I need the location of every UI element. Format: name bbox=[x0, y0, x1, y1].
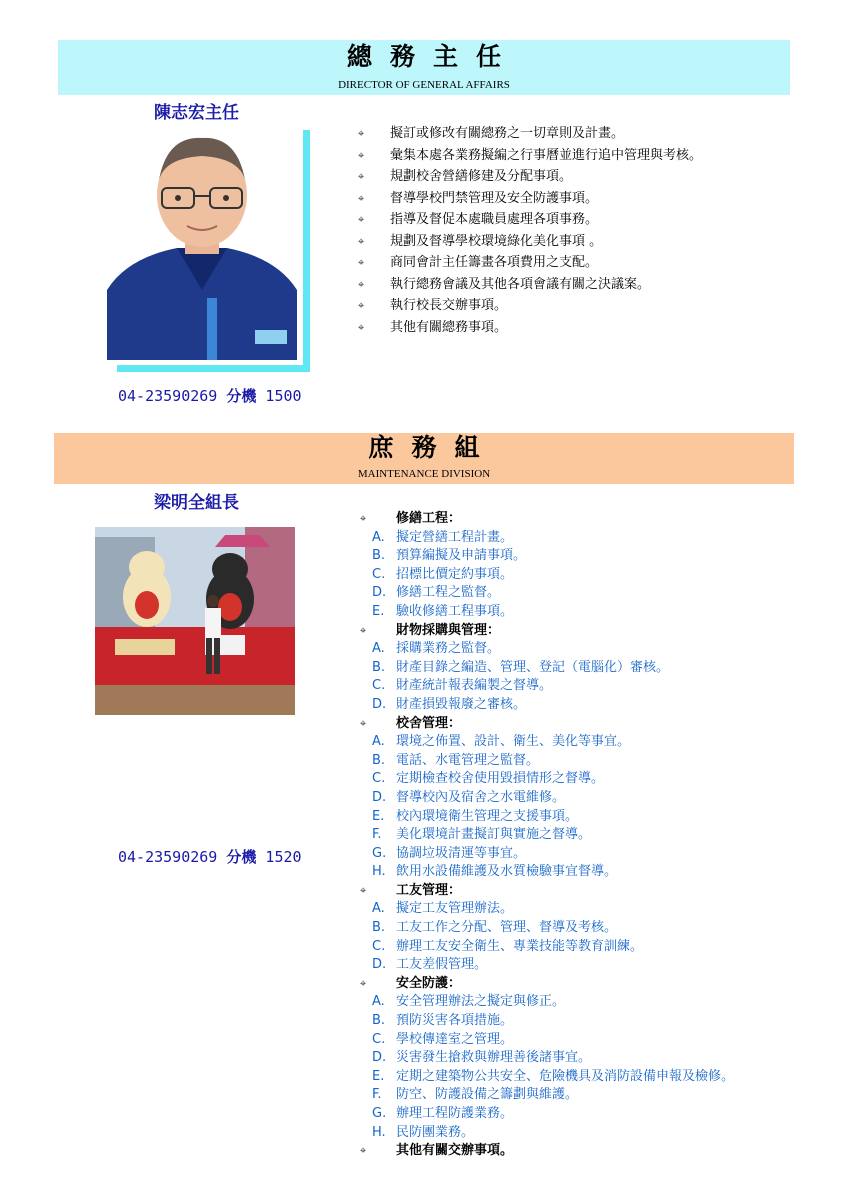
maintenance-head-name: 梁明全組長 bbox=[154, 493, 239, 513]
bullet-icon: ⌖ bbox=[360, 883, 367, 897]
list-item: D. 修繕工程之監督。 bbox=[372, 585, 501, 601]
maintenance-duty-list bbox=[360, 510, 734, 1161]
director-photo-frame bbox=[107, 130, 310, 372]
maintenance-banner bbox=[54, 433, 794, 484]
list-item: ⌖ 指導及督促本處職員處理各項事務。 bbox=[358, 209, 702, 231]
bullet-icon: ⌖ bbox=[358, 127, 365, 140]
bullet-icon: ⌖ bbox=[358, 148, 365, 162]
list-item: F. 美化環境計畫擬訂與實施之督導。 bbox=[372, 827, 592, 843]
list-group-heading: ⌖ 其他有關交辦事項。 bbox=[360, 1142, 734, 1161]
list-item: D. 災害發生搶救與辦理善後諸事宜。 bbox=[372, 1050, 592, 1066]
bullet-icon: ⌖ bbox=[360, 1144, 367, 1158]
list-item: B. 財產目錄之編造、管理、登記（電腦化）審核。 bbox=[372, 659, 670, 675]
director-duty-list bbox=[358, 123, 702, 338]
list-item: D. 督導校內及宿舍之水電維修。 bbox=[372, 789, 566, 805]
list-item: ⌖ 督導學校門禁管理及安全防護事項。 bbox=[358, 188, 702, 210]
list-item: B. 電話、水電管理之監督。 bbox=[372, 752, 540, 768]
bullet-icon: ⌖ bbox=[358, 277, 365, 291]
bullet-icon: ⌖ bbox=[360, 716, 367, 730]
list-item: D. 工友差假管理。 bbox=[372, 957, 488, 973]
list-group-heading: ⌖ 工友管理： bbox=[360, 882, 734, 901]
list-item: C. 招標比價定約事項。 bbox=[372, 566, 514, 582]
bullet-icon: ⌖ bbox=[358, 170, 365, 183]
list-item: G. 辦理工程防護業務。 bbox=[372, 1106, 514, 1121]
list-item: ⌖ 擬訂或修改有關總務之一切章則及計畫。 bbox=[358, 123, 702, 145]
list-item: C. 定期檢查校舍使用毀損情形之督導。 bbox=[372, 771, 605, 787]
list-item: A. 安全管理辦法之擬定與修正。 bbox=[372, 994, 566, 1010]
bullet-icon: ⌖ bbox=[358, 299, 365, 312]
list-item: ⌖ 規劃校舍營繕修建及分配事項。 bbox=[358, 166, 702, 188]
bullet-icon: ⌖ bbox=[360, 976, 367, 990]
list-group-heading: ⌖ 校舍管理： bbox=[360, 715, 734, 734]
list-item: E. 校內環境衛生管理之支援事項。 bbox=[372, 808, 579, 824]
list-item: ⌖ 執行校長交辦事項。 bbox=[358, 295, 702, 317]
list-item: ⌖ 彙集本處各業務擬編之行事曆並進行追中管理與考核。 bbox=[358, 145, 702, 167]
list-item: A. 擬定營繕工程計畫。 bbox=[372, 529, 514, 545]
list-item: B. 工友工作之分配、管理、督導及考核。 bbox=[372, 920, 618, 936]
list-item: A. 採購業務之監督。 bbox=[372, 641, 501, 657]
list-item: E. 驗收修繕工程事項。 bbox=[372, 603, 514, 619]
maintenance-head-photo bbox=[95, 527, 295, 715]
list-item: B. 預防災害各項措施。 bbox=[372, 1013, 514, 1029]
list-item: F. 防空、防護設備之籌劃與維護。 bbox=[372, 1087, 579, 1103]
bullet-icon: ⌖ bbox=[358, 256, 365, 269]
bullet-icon: ⌖ bbox=[358, 320, 365, 334]
bullet-icon: ⌖ bbox=[360, 623, 367, 637]
list-item: H. 民防團業務。 bbox=[372, 1124, 475, 1140]
bullet-icon: ⌖ bbox=[358, 191, 365, 205]
list-item: A. 擬定工友管理辦法。 bbox=[372, 901, 514, 917]
director-title: 總務主任 bbox=[346, 42, 519, 71]
director-title-en: DIRECTOR OF GENERAL AFFAIRS bbox=[338, 79, 510, 91]
list-item: C. 學校傳達室之管理。 bbox=[372, 1031, 514, 1047]
bullet-icon: ⌖ bbox=[360, 512, 367, 525]
list-group-heading: ⌖ 修繕工程： bbox=[360, 510, 734, 529]
list-item: H. 飲用水設備維護及水質檢驗事宜督導。 bbox=[372, 864, 618, 880]
director-banner bbox=[58, 40, 790, 95]
list-item: ⌖ 商同會計主任籌畫各項費用之支配。 bbox=[358, 252, 702, 274]
list-item: E. 定期之建築物公共安全、危險機具及消防設備申報及檢修。 bbox=[372, 1068, 735, 1084]
director-phone: 04-23590269 分機 1500 bbox=[118, 387, 302, 405]
list-item: C. 財產統計報表編製之督導。 bbox=[372, 678, 553, 694]
list-item: G. 協調垃圾清運等事宜。 bbox=[372, 845, 527, 861]
maintenance-phone: 04-23590269 分機 1520 bbox=[118, 848, 302, 866]
maintenance-title: 庶務組 bbox=[368, 433, 498, 462]
list-item: ⌖ 規劃及督導學校環境綠化美化事項 。 bbox=[358, 231, 702, 253]
director-photo bbox=[107, 130, 297, 360]
list-item: B. 預算編擬及申請事項。 bbox=[372, 548, 527, 564]
list-group-heading: ⌖ 安全防護： bbox=[360, 975, 734, 994]
list-item: C. 辦理工友安全衛生、專業技能等教育訓練。 bbox=[372, 938, 644, 954]
director-name: 陳志宏主任 bbox=[154, 103, 239, 123]
list-item: D. 財產損毀報廢之審核。 bbox=[372, 696, 527, 712]
bullet-icon: ⌖ bbox=[358, 213, 365, 226]
list-item: A. 環境之佈置、設計、衛生、美化等事宜。 bbox=[372, 734, 631, 750]
maintenance-title-en: MAINTENANCE DIVISION bbox=[357, 468, 491, 480]
list-item: ⌖ 其他有關總務事項。 bbox=[358, 317, 702, 339]
list-group-heading: ⌖ 財物採購與管理： bbox=[360, 622, 734, 641]
list-item: ⌖ 執行總務會議及其他各項會議有關之決議案。 bbox=[358, 274, 702, 296]
bullet-icon: ⌖ bbox=[358, 234, 365, 248]
